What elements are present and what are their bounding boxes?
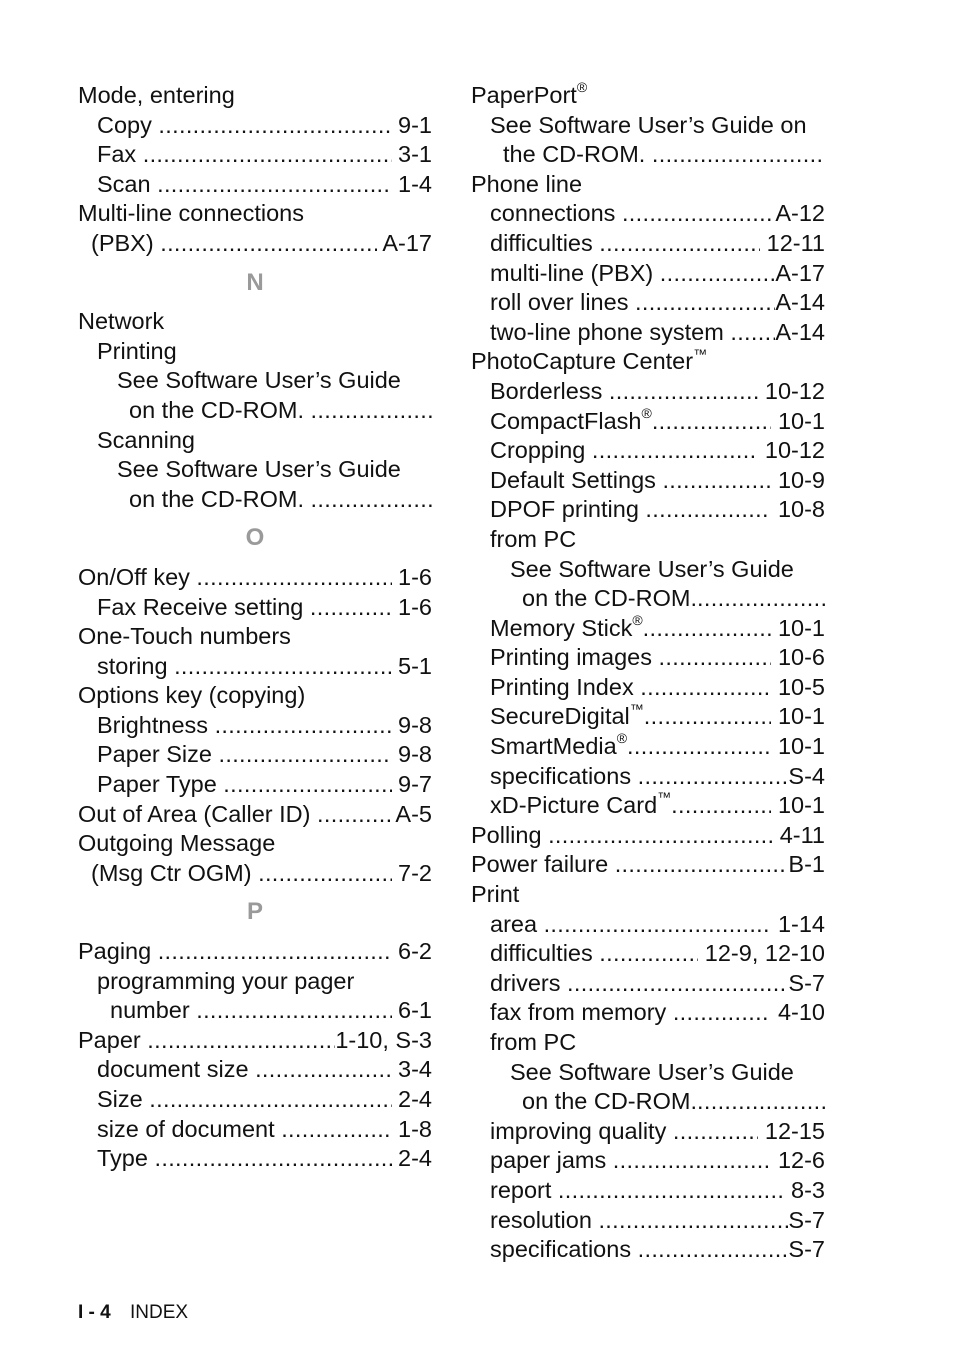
dot-leader — [223, 770, 391, 800]
index-entry-term: storing — [97, 652, 175, 679]
index-entry-term: Print — [471, 881, 520, 908]
dot-leader — [544, 910, 772, 940]
index-entry-page: 10-5 — [771, 673, 825, 700]
index-entry — [78, 622, 432, 652]
index-entry — [471, 1146, 825, 1176]
index-entry-term: Out of Area (Caller ID) — [78, 800, 317, 827]
dot-leader — [609, 377, 759, 407]
index-entry-page: 4-10 — [771, 999, 825, 1026]
index-entry — [471, 404, 825, 437]
dot-leader — [310, 593, 392, 623]
index-entry-page: S-7 — [788, 1206, 825, 1233]
index-entry — [471, 288, 825, 318]
index-entry-term: resolution — [490, 1206, 599, 1233]
dot-leader — [157, 170, 391, 200]
index-entry — [471, 259, 825, 289]
index-entry — [78, 170, 432, 200]
index-entry — [78, 563, 432, 593]
index-entry-term: SecureDigital™ — [490, 700, 644, 730]
index-entry-term: Cropping — [490, 437, 592, 464]
index-entry — [471, 347, 825, 377]
dot-leader — [697, 1087, 825, 1117]
index-entry-term: Polling — [471, 821, 549, 848]
index-entry-term: Mode, entering — [78, 82, 235, 108]
index-entry-term: from PC — [490, 525, 577, 552]
index-entry-page: 1-4 — [391, 170, 432, 197]
index-entry-term: Size — [97, 1086, 150, 1112]
index-entry-term: number — [110, 997, 197, 1024]
index-entry — [471, 880, 825, 910]
index-entry-page: A-17 — [377, 229, 432, 256]
index-entry — [78, 1026, 432, 1056]
index-entry — [78, 967, 432, 997]
index-entry-term: from PC — [490, 1029, 577, 1055]
index-entry-page: S-4 — [788, 762, 825, 789]
dot-leader — [662, 466, 771, 496]
index-entry — [78, 455, 432, 485]
index-entry-term: Network — [78, 308, 165, 335]
index-entry — [78, 111, 432, 141]
index-entry-page: 10-9 — [771, 466, 825, 493]
index-entry-term: difficulties — [490, 229, 600, 256]
dot-leader — [548, 821, 773, 851]
index-entry — [78, 937, 432, 967]
dot-leader — [638, 1235, 789, 1265]
index-entry — [471, 199, 825, 229]
index-entry-term: On/Off key — [78, 563, 197, 590]
section-heading-p: P — [246, 898, 263, 926]
dot-leader — [613, 1146, 772, 1176]
dot-leader — [154, 1144, 391, 1174]
index-group-n — [78, 307, 432, 514]
dot-leader — [645, 495, 771, 525]
index-entry-page: 9-1 — [391, 111, 432, 138]
index-entry — [78, 859, 432, 889]
index-entry-page: 1-6 — [391, 563, 432, 590]
index-entry-term: fax from memory — [490, 999, 673, 1026]
index-entry-term: programming your pager — [97, 967, 355, 994]
index-entry — [471, 1028, 825, 1058]
index-entry — [471, 466, 825, 496]
dot-leader — [149, 1085, 391, 1115]
index-entry-page: 2-4 — [391, 1086, 432, 1112]
index-entry-term: One-Touch numbers — [78, 623, 291, 650]
dot-leader — [627, 732, 771, 762]
index-entry — [471, 1235, 825, 1265]
index-entry — [78, 1144, 432, 1174]
index-entry-term: See Software User’s Guide — [510, 1058, 794, 1085]
dot-leader — [652, 140, 825, 170]
dot-leader — [215, 711, 392, 741]
index-group-o — [78, 563, 432, 889]
index-entry-page: 6-1 — [391, 997, 432, 1024]
index-entry-term: xD-Picture Card™ — [490, 789, 672, 819]
trademark-symbol: ® — [632, 611, 643, 628]
index-entry-page: 1-6 — [391, 593, 432, 620]
index-entry-page: 10-1 — [771, 733, 825, 760]
index-entry — [471, 762, 825, 792]
index-entry — [471, 998, 825, 1028]
index-entry-term: Paper — [78, 1026, 148, 1053]
index-entry-term: Paper Type — [97, 771, 224, 798]
index-entry-page: 6-2 — [391, 938, 432, 965]
section-heading-o: O — [245, 524, 265, 552]
index-entry-page: 10-1 — [771, 407, 825, 434]
trademark-symbol: ® — [641, 404, 652, 421]
index-entry — [78, 1055, 432, 1085]
index-entry-term: on the CD-ROM. — [522, 585, 697, 612]
index-entry-term: (PBX) — [91, 229, 161, 256]
index-entry-term: Scan — [97, 170, 158, 197]
dot-leader — [196, 563, 391, 593]
trademark-symbol: ® — [616, 730, 628, 747]
index-entry — [78, 711, 432, 741]
index-entry — [78, 740, 432, 770]
index-entry-term: Memory Stick® — [490, 611, 643, 641]
index-entry — [471, 732, 825, 762]
index-entry-term: Printing Index — [490, 673, 641, 700]
index-entry-term: Paging — [78, 938, 158, 965]
index-entry-term: Phone line — [471, 170, 583, 197]
index-entry-page: 12-6 — [771, 1147, 825, 1174]
trademark-symbol: ™ — [693, 345, 708, 362]
dot-leader — [673, 1117, 759, 1147]
index-entry-term: the CD-ROM. — [503, 141, 652, 168]
dot-leader — [638, 762, 789, 792]
index-entry-page: 1-10, S-3 — [335, 1026, 432, 1053]
index-entry-page: 10-12 — [758, 437, 825, 464]
index-entry — [471, 673, 825, 703]
index-entry — [471, 229, 825, 259]
index-entry — [78, 81, 432, 111]
index-entry-page: 9-8 — [391, 711, 432, 738]
index-entry — [471, 939, 825, 969]
index-entry-page: 1-14 — [771, 910, 825, 937]
index-entry — [471, 1117, 825, 1147]
index-entry-page: A-14 — [775, 289, 825, 316]
index-entry-page: A-14 — [775, 318, 825, 345]
index-entry-term: Borderless — [490, 377, 609, 404]
index-entry-page: A-12 — [775, 200, 825, 227]
footer-section-title: INDEX — [130, 1302, 189, 1323]
dot-leader — [218, 740, 391, 770]
dot-leader — [255, 1055, 391, 1085]
trademark-symbol: ® — [576, 79, 588, 96]
dot-leader — [598, 1206, 788, 1236]
dot-leader — [635, 288, 775, 318]
index-entry-page: 10-1 — [771, 703, 825, 730]
index-entry — [78, 996, 432, 1026]
index-entry-page: 5-1 — [391, 652, 432, 679]
index-entry-page: 3-1 — [391, 141, 432, 168]
index-entry — [78, 485, 432, 515]
index-entry — [471, 611, 825, 644]
index-entry-page: 3-4 — [391, 1056, 432, 1083]
index-entry-term: Default Settings — [490, 466, 663, 493]
index-entry — [78, 396, 432, 426]
index-entry — [471, 643, 825, 673]
index-entry-term: specifications — [490, 762, 638, 789]
dot-leader — [643, 614, 772, 644]
dot-leader — [599, 229, 760, 259]
index-entry-term: on the CD-ROM. — [522, 1088, 697, 1115]
dot-leader — [697, 584, 825, 614]
index-entry-page: 2-4 — [391, 1145, 432, 1172]
index-entry-term: DPOF printing — [490, 496, 646, 523]
dot-leader — [622, 199, 775, 229]
index-entry — [78, 426, 432, 456]
index-entry-term: Brightness — [97, 711, 215, 738]
index-entry-term: PhotoCapture Center™ — [471, 345, 708, 375]
index-entry — [471, 377, 825, 407]
index-entry — [78, 199, 432, 229]
dot-leader — [311, 396, 432, 426]
index-entry-term: See Software User’s Guide — [510, 555, 794, 582]
index-entry-term: See Software User’s Guide — [117, 456, 401, 483]
index-entry-page: 10-1 — [771, 792, 825, 819]
index-entry-term: Printing images — [490, 644, 659, 671]
index-entry-page: 10-6 — [771, 644, 825, 671]
index-entry — [471, 555, 825, 585]
index-entry-term: CompactFlash® — [490, 404, 652, 434]
index-entry-term: Fax — [97, 141, 143, 168]
index-entry-page: 10-1 — [771, 614, 825, 641]
index-entry — [471, 81, 825, 111]
index-entry-term: on the CD-ROM. — [129, 396, 311, 423]
index-entry-term: area — [490, 910, 544, 937]
dot-leader — [281, 1115, 391, 1145]
dot-leader — [640, 673, 771, 703]
index-entry — [78, 800, 432, 830]
index-entry — [471, 702, 825, 732]
dot-leader — [174, 652, 391, 682]
index-entry-term: Copy — [97, 111, 159, 138]
dot-leader — [160, 229, 377, 259]
index-entry — [471, 1176, 825, 1206]
dot-leader — [158, 937, 392, 967]
dot-leader — [599, 939, 698, 969]
index-entry — [78, 681, 432, 711]
page-number: I - 4 — [78, 1302, 111, 1323]
dot-leader — [644, 702, 772, 732]
index-entry-term: Outgoing Message — [78, 830, 276, 857]
dot-leader — [652, 407, 772, 437]
index-entry-term: specifications — [490, 1236, 638, 1263]
dot-leader — [311, 485, 432, 515]
index-column-left — [78, 81, 432, 1174]
index-entry — [78, 770, 432, 800]
index-entry — [471, 1206, 825, 1236]
index-entry — [78, 140, 432, 170]
index-entry-term: difficulties — [490, 940, 600, 967]
index-entry-term: paper jams — [490, 1147, 613, 1174]
section-heading-n: N — [246, 268, 264, 296]
index-entry — [471, 1058, 825, 1088]
index-entry-term: report — [490, 1176, 558, 1203]
index-entry — [78, 366, 432, 396]
index-group-m — [78, 81, 432, 259]
index-entry-page: 4-11 — [773, 821, 825, 848]
index-entry — [471, 584, 825, 614]
index-entry-page: A-17 — [775, 259, 825, 286]
index-entry — [471, 1087, 825, 1117]
index-entry — [78, 1085, 432, 1115]
index-entry-page: 10-12 — [758, 377, 825, 404]
index-entry-term: on the CD-ROM. — [129, 485, 311, 512]
index-entry-term: drivers — [490, 969, 568, 996]
dot-leader — [592, 436, 758, 466]
index-entry-term: Multi-line connections — [78, 200, 304, 227]
index-entry-term: See Software User’s Guide on — [490, 111, 807, 138]
dot-leader — [660, 259, 776, 289]
index-entry-page: 8-3 — [784, 1176, 825, 1203]
trademark-symbol: ™ — [629, 700, 644, 717]
index-entry-term: PaperPort® — [471, 79, 588, 108]
dot-leader — [671, 791, 771, 821]
index-entry-term: Scanning — [97, 426, 195, 453]
index-entry — [471, 791, 825, 821]
index-entry-term: See Software User’s Guide — [117, 367, 401, 394]
index-entry-page: 9-8 — [391, 741, 432, 768]
index-entry-term: Options key (copying) — [78, 682, 306, 709]
index-entry-page: 1-8 — [391, 1115, 432, 1142]
index-entry — [78, 652, 432, 682]
index-entry-page: 12-15 — [758, 1117, 825, 1144]
index-entry-term: connections — [490, 200, 622, 227]
index-entry — [471, 436, 825, 466]
index-entry-term: Printing — [97, 337, 177, 364]
index-group-p-continued — [471, 81, 825, 1265]
page-footer — [78, 1302, 188, 1324]
dot-leader — [567, 969, 788, 999]
index-entry-term: document size — [97, 1056, 256, 1083]
index-entry-term: multi-line (PBX) — [490, 259, 660, 286]
index-entry-page: 12-11 — [760, 229, 825, 256]
dot-leader — [317, 800, 390, 830]
index-entry-term: Power failure — [471, 851, 615, 878]
index-entry-term: size of document — [97, 1115, 282, 1142]
dot-leader — [615, 850, 789, 880]
index-entry — [471, 850, 825, 880]
dot-leader — [143, 140, 392, 170]
index-entry-term: two-line phone system — [490, 318, 731, 345]
index-entry — [78, 307, 432, 337]
index-entry-term: (Msg Ctr OGM) — [91, 859, 259, 886]
index-entry — [471, 170, 825, 200]
index-entry-page: 10-8 — [771, 496, 825, 523]
dot-leader — [673, 998, 772, 1028]
index-entry — [471, 318, 825, 348]
index-entry — [78, 593, 432, 623]
index-group-p — [78, 937, 432, 1174]
index-entry — [78, 229, 432, 259]
dot-leader — [659, 643, 772, 673]
index-entry — [471, 821, 825, 851]
index-entry-page: S-7 — [788, 1236, 825, 1263]
index-entry-page: S-7 — [788, 969, 825, 996]
index-entry-term: SmartMedia® — [490, 730, 628, 760]
dot-leader — [158, 111, 391, 141]
index-entry — [471, 140, 825, 170]
index-entry — [471, 111, 825, 141]
index-entry-page: 7-2 — [391, 859, 432, 886]
index-entry-term: Fax Receive setting — [97, 593, 310, 620]
dot-leader — [196, 996, 391, 1026]
index-entry — [78, 1115, 432, 1145]
index-entry — [78, 829, 432, 859]
index-entry-page: 12-9, 12-10 — [698, 940, 825, 967]
index-entry — [78, 337, 432, 367]
index-entry-term: roll over lines — [490, 289, 635, 316]
dot-leader — [147, 1026, 335, 1056]
index-entry-page: A-5 — [390, 800, 432, 827]
index-entry-term: Paper Size — [97, 741, 219, 768]
index-entry — [471, 910, 825, 940]
index-entry — [471, 969, 825, 999]
dot-leader — [258, 859, 391, 889]
index-entry-term: Type — [97, 1145, 155, 1172]
index-entry-term: improving quality — [490, 1117, 673, 1144]
index-entry — [471, 495, 825, 525]
trademark-symbol: ™ — [657, 789, 672, 806]
index-entry-page: 9-7 — [391, 771, 432, 798]
index-entry-page: B-1 — [788, 851, 825, 878]
dot-leader — [558, 1176, 785, 1206]
dot-leader — [730, 318, 775, 348]
index-entry — [471, 525, 825, 555]
index-column-right — [471, 81, 825, 1265]
